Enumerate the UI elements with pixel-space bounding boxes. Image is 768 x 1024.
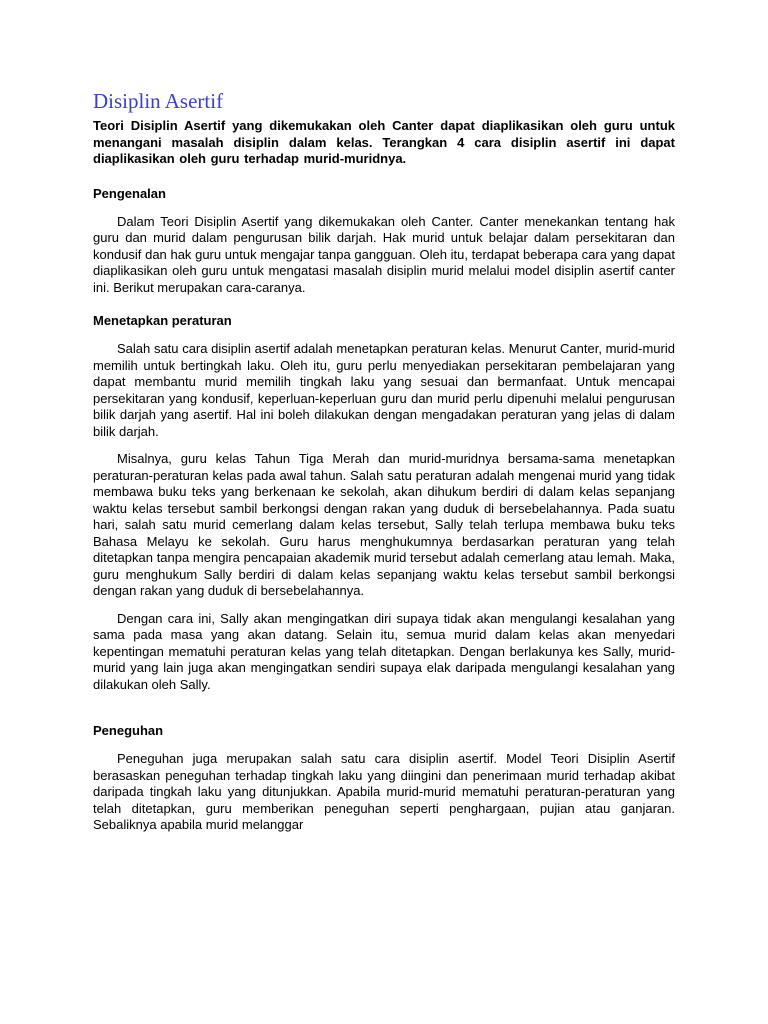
paragraph: Peneguhan juga merupakan salah satu cara disiplin asertif. Model Teori Disiplin Asertif berasaskan peneguhan terhadap tingkah laku yang diingini dan penerimaan murid terhadap akibat daripada tingkah laku yang ditunjukkan. Apabila murid-murid mematuhi peraturan-peraturan yang telah ditetapkan, guru memberikan peneguhan seperti penghargaan, pujian atau ganjaran. Sebaliknya apabila murid melanggar [93, 751, 675, 832]
paragraph: Salah satu cara disiplin asertif adalah menetapkan peraturan kelas. Menurut Canter, murid-murid memilih untuk bertingkah laku. Oleh itu, guru perlu menyediakan persekitaran pembelajaran yang dapat membantu murid memilih tingkah laku yang sesuai dan bermanfaat. Untuk mencapai persekitaran yang kondusif, keperluan-keperluan guru dan murid perlu dipenuhi melalui pengurusan bilik darjah yang asertif. Hal ini boleh dilakukan dengan mengadakan peraturan yang jelas di dalam bilik darjah. [93, 341, 675, 439]
document-page [93, 88, 675, 834]
section-heading-menetapkan-peraturan: Menetapkan peraturan [93, 313, 232, 328]
document-title: Disiplin Asertif [93, 89, 224, 113]
section-heading-peneguhan: Peneguhan [93, 723, 164, 738]
paragraph: Misalnya, guru kelas Tahun Tiga Merah dan murid-muridnya bersama-sama menetapkan peraturan-peraturan kelas pada awal tahun. Salah satu peraturan adalah mengenai murid yang tidak membawa buku teks yang berkenaan ke sekolah, akan dihukum berdiri di dalam kelas sepanjang waktu kelas tersebut sambil berkongsi dengan rakan yang duduk di bersebelahannya. Pada suatu hari, salah satu murid cemerlang dalam kelas tersebut, Sally telah terlupa membawa buku teks Bahasa Melayu ke sekolah. Guru harus menghukumnya berdasarkan peraturan yang telah ditetapkan tanpa mengira pencapaian akademik murid tersebut adalah cemerlang atau lemah. Maka, guru menghukum Sally berdiri di dalam kelas sepanjang waktu kelas tersebut sambil berkongsi dengan rakan yang duduk di bersebelahannya. [93, 451, 675, 598]
section-heading-pengenalan: Pengenalan [93, 185, 166, 201]
paragraph: Dengan cara ini, Sally akan mengingatkan diri supaya tidak akan mengulangi kesalahan yang sama pada masa yang akan datang. Selain itu, semua murid dalam kelas akan menyedari kepentingan mematuhi peraturan kelas yang telah ditetapkan. Dengan berlakunya kes Sally, murid-murid yang lain juga akan mengingatkan sendiri supaya elak daripada mengulangi kesalahan yang dilakukan oleh Sally. [93, 610, 675, 692]
question-intro: Teori Disiplin Asertif yang dikemukakan oleh Canter dapat diaplikasikan oleh guru untuk menangani masalah disiplin dalam kelas. Terangkan 4 cara disiplin asertif ini dapat diaplikasikan oleh guru terhadap murid-muridnya. [93, 118, 675, 166]
paragraph: Dalam Teori Disiplin Asertif yang dikemukakan oleh Canter. Canter menekankan tentang hak guru dan murid dalam pengurusan bilik darjah. Hak murid untuk belajar dalam persekitaran dan kondusif dan hak guru untuk mengajar tanpa gangguan. Oleh itu, terdapat beberapa cara yang dapat diaplikasikan oleh guru untuk mengatasi masalah disiplin murid melalui model disiplin asertif canter ini. Berikut merupakan cara-caranya. [93, 213, 675, 295]
